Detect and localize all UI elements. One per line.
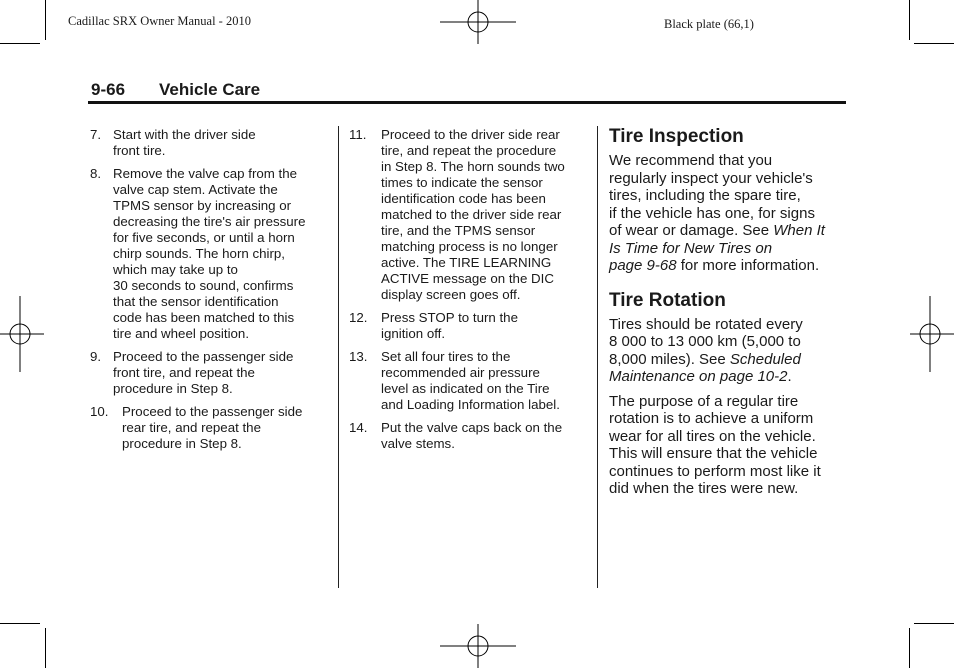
column-divider-2	[597, 126, 598, 588]
registration-mark-right-icon	[910, 296, 954, 372]
step-number: 9.	[90, 349, 102, 364]
list-item	[90, 349, 332, 397]
step-text: Start with the driver side front tire.	[113, 127, 256, 158]
header-rule	[88, 101, 846, 104]
step-number: 10.	[90, 404, 109, 419]
inspection-text-end: for more information.	[676, 257, 820, 274]
steps-column-1	[90, 127, 332, 459]
registration-mark-bottom-icon	[440, 624, 516, 668]
section-title: Vehicle Care	[159, 80, 261, 99]
crop-mark-top-right-v	[909, 0, 910, 40]
step-text: Proceed to the passenger side rear tire, and repeat the procedure in Step 8.	[122, 404, 303, 451]
tire-inspection-paragraph	[609, 152, 849, 275]
list-item	[90, 166, 332, 342]
inspection-text: We recommend that you regularly inspect your vehicle's tires, including the spare tire, if the vehicle has one, for signs of wear or damage. See	[609, 152, 815, 239]
crop-mark-bottom-left-h	[0, 623, 40, 624]
page-heading	[91, 80, 260, 100]
step-number: 7.	[90, 127, 102, 142]
step-text: Set all four tires to the recommended air pressure level as indicated on the Tire and Loading Information label.	[381, 349, 560, 412]
crop-mark-top-left-v	[45, 0, 46, 40]
rotation-text: Tires should be rotated every 8 000 to 13 000 km (5,000 to 8,000 miles). See	[609, 315, 803, 368]
crop-mark-bottom-right-h	[914, 623, 954, 624]
page-number: 9-66	[91, 80, 126, 99]
tire-inspection-heading: Tire Inspection	[609, 126, 744, 147]
manual-title: Cadillac SRX Owner Manual - 2010	[68, 14, 251, 28]
step-text: Remove the valve cap from the valve cap stem. Activate the TPMS sensor by increasing or decreasing the tire's air pressure for five seconds, or until a horn chirp sounds. The horn chirp, which may take up to 30 seconds to sound, confirms that the sensor identification code has been matched to this tire and wheel position.	[113, 166, 306, 341]
list-item	[90, 404, 332, 452]
step-number: 8.	[90, 166, 102, 181]
column-divider-1	[338, 126, 339, 588]
list-item	[349, 349, 593, 413]
registration-mark-left-icon	[0, 296, 44, 372]
step-text: Proceed to the passenger side front tire, and repeat the procedure in Step 8.	[113, 349, 294, 396]
crop-mark-top-right-h	[914, 43, 954, 44]
crop-mark-bottom-left-v	[45, 628, 46, 668]
tire-rotation-heading: Tire Rotation	[609, 289, 726, 311]
step-number: 11.	[349, 127, 367, 142]
list-item	[349, 420, 593, 452]
list-item	[90, 127, 332, 159]
crop-mark-bottom-right-v	[909, 628, 910, 668]
list-item	[349, 127, 593, 303]
step-text: Press STOP to turn the ignition off.	[381, 310, 518, 341]
step-number: 13.	[349, 349, 368, 364]
tire-rotation-paragraph-1	[609, 316, 849, 386]
tire-rotation-paragraph-2: The purpose of a regular tire rotation is to achieve a uniform wear for all tires on the vehicle. This will ensure that the vehicle continues to perform most like it did when the tires were new.	[609, 392, 821, 497]
new-tires-link[interactable]: When It Is Time for New Tires on page 9-68	[609, 222, 825, 274]
list-item	[349, 310, 593, 342]
step-number: 14.	[349, 420, 368, 435]
step-number: 12.	[349, 310, 368, 325]
step-text: Put the valve caps back on the valve stems.	[381, 420, 563, 451]
plate-label: Black plate (66,1)	[664, 17, 754, 31]
step-text: Proceed to the driver side rear tire, and repeat the procedure in Step 8. The horn sounds two times to indicate the sensor identification code has been matched to the driver side rear tire, and the TPMS sensor matching process is no longer active. The TIRE LEARNING ACTIVE message on the DIC display screen goes off.	[381, 127, 565, 302]
rotation-text-end: .	[787, 368, 792, 385]
scheduled-maintenance-link[interactable]: Scheduled Maintenance on page 10-2	[609, 350, 801, 385]
steps-column-2	[349, 127, 593, 459]
registration-mark-top-icon	[440, 0, 516, 44]
crop-mark-top-left-h	[0, 43, 40, 44]
right-column	[609, 126, 849, 505]
